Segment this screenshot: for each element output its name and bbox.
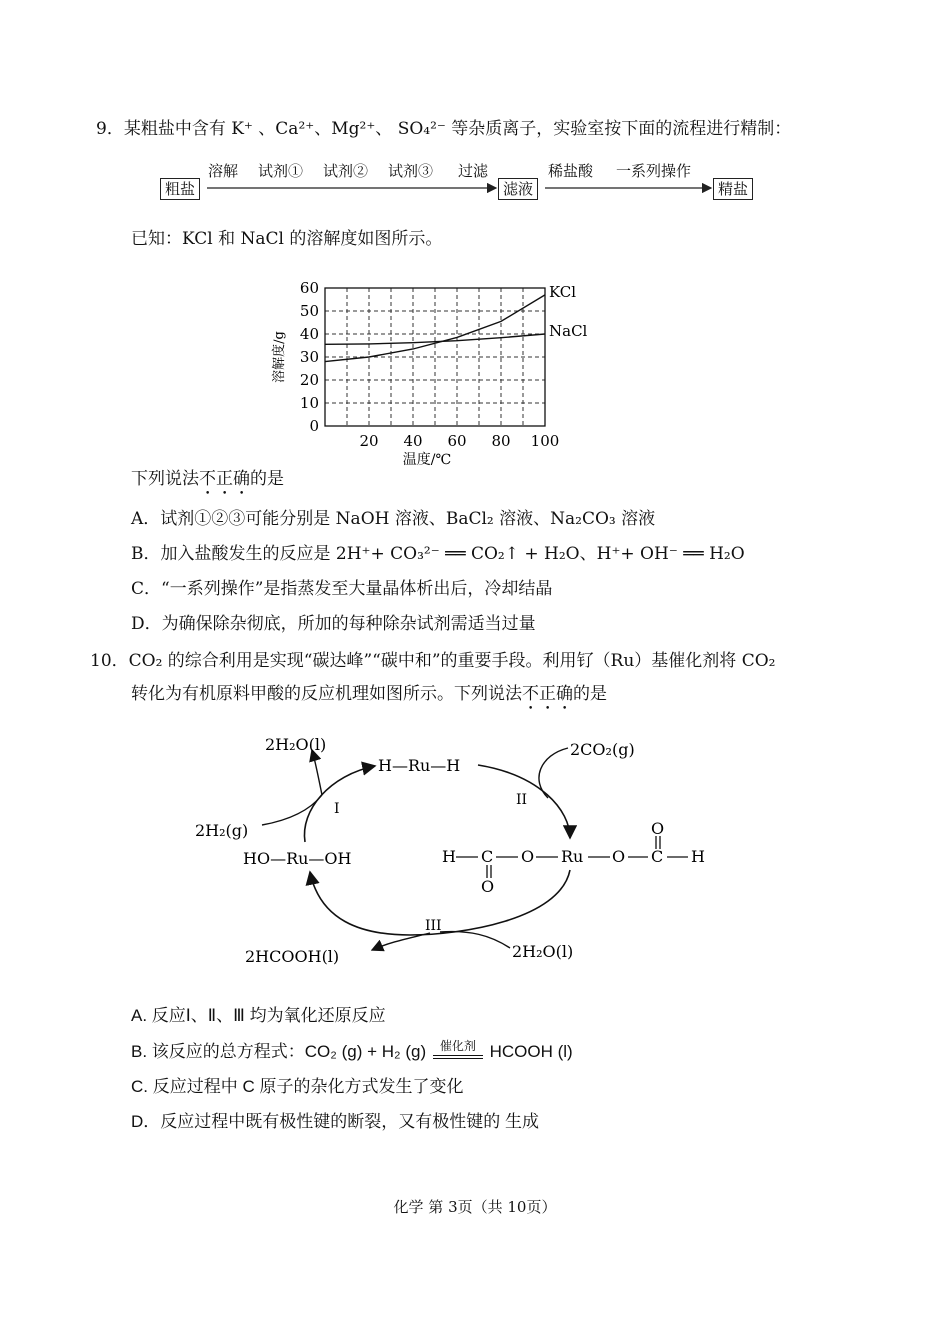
q10-option-c: C. 反应过程中 C 原子的杂化方式发生了变化 xyxy=(131,1077,464,1096)
q9-known: 已知：KCl 和 NaCl 的溶解度如图所示。 xyxy=(131,229,443,249)
flow-start-box: 粗盐 xyxy=(160,178,200,200)
q9-option-b: B．加入盐酸发生的反应是 2H⁺+ CO₃²⁻ ══ CO₂↑ + H₂O、H⁺+ OH⁻ ══ H₂O xyxy=(131,544,745,564)
step-ii-label: II xyxy=(516,792,528,808)
q10-option-d: D．反应过程中既有极性键的断裂，又有极性键的 生成 xyxy=(131,1112,539,1131)
y-tick-label: 0 xyxy=(309,417,319,435)
y-tick-label: 30 xyxy=(299,348,319,366)
q9-option-a: A．试剂①②③可能分别是 NaOH 溶液、BaCl₂ 溶液、Na₂CO₃ 溶液 xyxy=(131,509,656,529)
flow-step: 一系列操作 xyxy=(616,162,692,180)
cycle-arrow-I xyxy=(304,766,375,842)
solubility-chart xyxy=(0,272,950,472)
plot-frame xyxy=(325,288,545,426)
y-tick-label: 40 xyxy=(299,325,319,343)
flow-step: 稀盐酸 xyxy=(548,162,594,180)
q9-option-c: C．“一系列操作”是指蒸发至大量晶体析出后，冷却结晶 xyxy=(131,579,553,599)
q9-stem: 9．某粗盐中含有 K⁺ 、Ca²⁺、Mg²⁺、 SO₄²⁻ 等杂质离子，实验室按下面的流程进行精制： xyxy=(96,119,792,139)
svg-text:O: O xyxy=(651,819,665,838)
flow-end-box: 精盐 xyxy=(713,178,753,200)
h2-in-arrow xyxy=(262,795,322,825)
page-footer: 化学 第 3页（共 10页） xyxy=(393,1198,557,1216)
q9-option-d: D．为确保除杂彻底，所加的每种除杂试剂需适当过量 xyxy=(131,614,536,634)
flow-step: 试剂① xyxy=(258,162,304,180)
water-out-label: 2H₂O(l) xyxy=(265,735,327,754)
q10-stem-line2: 转化为有机原料甲酸的反应机理如图所示。下列说法不正确的是 xyxy=(131,684,607,704)
svg-text:H: H xyxy=(691,847,705,866)
flow-step: 溶解 xyxy=(208,162,239,180)
water-in-label: 2H₂O(l) xyxy=(512,942,574,961)
svg-text:C: C xyxy=(481,847,494,866)
y-axis-label: 溶解度/g xyxy=(272,331,287,383)
ru-hydride-label: H—Ru—H xyxy=(378,756,461,775)
ru-catalytic-cycle xyxy=(0,720,950,990)
series-label-nacl: NaCl xyxy=(549,322,588,340)
ru-diformate-structure xyxy=(442,819,705,896)
series-label-kcl: KCl xyxy=(549,282,577,301)
flow-mid-box: 滤液 xyxy=(498,178,538,200)
catalyst-label: 催化剂 xyxy=(439,1039,476,1053)
x-axis-label: 温度/℃ xyxy=(402,452,452,468)
h2-in-label: 2H₂(g) xyxy=(195,821,249,840)
svg-text:O: O xyxy=(481,877,495,896)
flow-step: 试剂② xyxy=(323,162,369,180)
q9-question: 下列说法不正确的是 xyxy=(131,469,284,489)
x-tick-label: 20 xyxy=(359,432,379,450)
svg-text:O: O xyxy=(612,847,626,866)
flow-step: 过滤 xyxy=(458,162,489,180)
y-tick-label: 60 xyxy=(299,279,319,297)
x-tick-label: 80 xyxy=(491,432,511,450)
svg-text:C: C xyxy=(651,847,664,866)
ru-hydroxide-label: HO—Ru—OH xyxy=(243,849,352,868)
svg-text:Ru: Ru xyxy=(561,847,584,866)
q10-option-a: A. 反应Ⅰ、Ⅱ、Ⅲ 均为氧化还原反应 xyxy=(131,1006,386,1025)
q10-option-b: B. 该反应的总方程式：CO₂ (g) + H₂ (g) 催化剂 HCOOH (l) xyxy=(131,1039,573,1061)
y-tick-label: 20 xyxy=(299,371,319,389)
co2-in-label: 2CO₂(g) xyxy=(570,740,635,759)
hcooh-out-label: 2HCOOH(l) xyxy=(245,947,340,966)
svg-text:O: O xyxy=(521,847,535,866)
x-tick-label: 60 xyxy=(447,432,467,450)
y-tick-label: 10 xyxy=(299,394,319,412)
y-tick-label: 50 xyxy=(299,302,319,320)
flow-step: 试剂③ xyxy=(388,162,434,180)
flow-arrows xyxy=(0,176,950,206)
x-tick-label: 40 xyxy=(403,432,423,450)
water-in-arrow xyxy=(440,932,510,948)
step-i-label: I xyxy=(334,801,340,817)
svg-text:H: H xyxy=(442,847,456,866)
water-out-arrow xyxy=(312,750,322,795)
q10-stem-line1: 10．CO₂ 的综合利用是实现“碳达峰”“碳中和”的重要手段。利用钌（Ru）基催化剂将 CO₂ xyxy=(90,651,776,671)
x-tick-label: 100 xyxy=(530,432,560,450)
step-iii-label: III xyxy=(425,918,442,934)
